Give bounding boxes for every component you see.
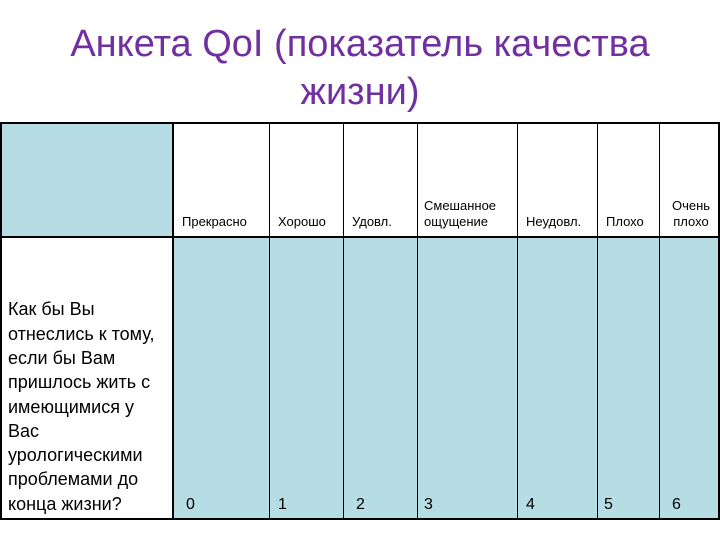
question-cell xyxy=(0,238,174,520)
header-cell-3 xyxy=(418,122,518,238)
score-6: 6 xyxy=(672,496,681,513)
question-text: Как бы Вы отнеслись к тому, если бы Вам пришлось жить с имеющимися у Вас урологическими проблемами до конца жизни? xyxy=(8,299,155,514)
score-cell-1[interactable] xyxy=(270,238,344,520)
header-cell-5 xyxy=(598,122,660,238)
header-cell-2 xyxy=(344,122,418,238)
score-cell-4[interactable] xyxy=(518,238,598,520)
page-title xyxy=(0,20,720,116)
score-5: 5 xyxy=(604,496,613,513)
title-line-1: Анкета QoI (показатель качества xyxy=(70,23,650,65)
score-1: 1 xyxy=(278,496,287,513)
header-cell-1 xyxy=(270,122,344,238)
header-label-excellent: Прекрасно xyxy=(182,214,247,229)
score-3: 3 xyxy=(424,496,433,513)
table-corner-cell xyxy=(0,122,174,238)
score-cell-5[interactable] xyxy=(598,238,660,520)
qol-table xyxy=(0,122,720,520)
header-label-unsatisfactory: Неудовл. xyxy=(526,214,582,229)
header-label-bad: Плохо xyxy=(606,214,644,229)
header-cell-6 xyxy=(660,122,720,238)
score-cell-0[interactable] xyxy=(174,238,270,520)
score-cell-3[interactable] xyxy=(418,238,518,520)
header-label-very-bad: Очень плохо xyxy=(671,198,711,229)
score-cell-2[interactable] xyxy=(344,238,418,520)
header-cell-4 xyxy=(518,122,598,238)
header-label-good: Хорошо xyxy=(278,214,326,229)
title-line-2: жизни) xyxy=(300,71,420,113)
score-4: 4 xyxy=(526,496,535,513)
header-cell-0 xyxy=(174,122,270,238)
score-2: 2 xyxy=(356,496,365,513)
header-label-satisfactory: Удовл. xyxy=(352,214,392,229)
score-0: 0 xyxy=(186,496,195,513)
score-cell-6[interactable] xyxy=(660,238,720,520)
header-label-mixed: Смешанное ощущение xyxy=(424,198,497,229)
